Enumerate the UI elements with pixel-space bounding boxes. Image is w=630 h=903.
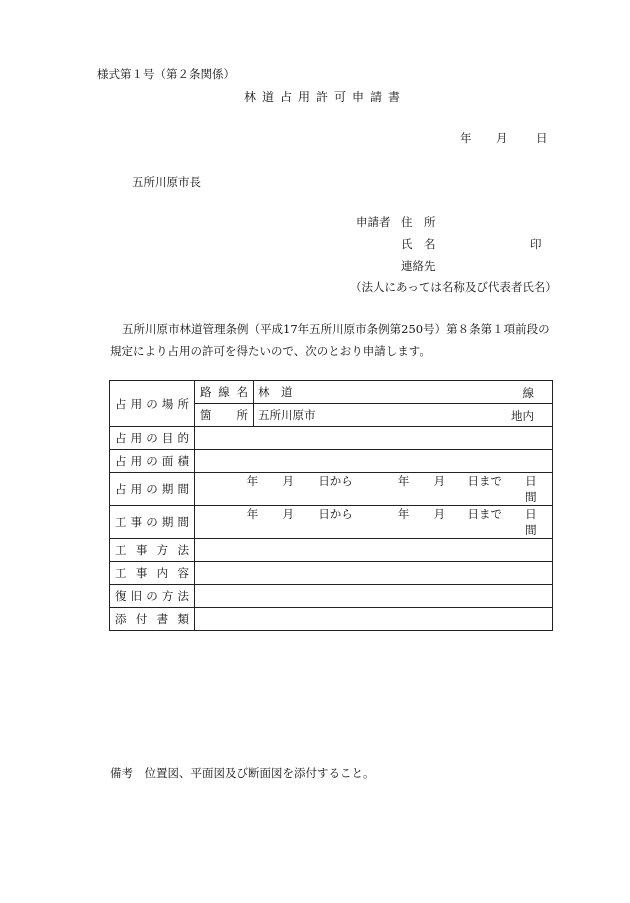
location-field[interactable] xyxy=(254,404,553,427)
seal-label: 印 xyxy=(530,237,542,251)
period-year-to: 年 xyxy=(397,507,410,521)
form-number: 様式第１号（第２条関係） xyxy=(97,67,235,81)
application-form-table xyxy=(109,380,553,631)
applicant-name-label: 氏 名 xyxy=(401,237,436,251)
document-title: 林道占用許可申請書 xyxy=(244,90,407,104)
period-year-to: 年 xyxy=(397,474,410,488)
attachments-field[interactable] xyxy=(195,608,553,631)
purpose-field[interactable] xyxy=(195,427,553,450)
work-period-field[interactable] xyxy=(195,506,553,539)
table-row xyxy=(110,381,553,404)
work-method-label: 工事方法 xyxy=(110,539,195,562)
purpose-label: 占用の目的 xyxy=(110,427,195,450)
addressee: 五所川原市長 xyxy=(132,175,201,189)
period-day-to: 日まで xyxy=(467,507,502,521)
table-row xyxy=(110,608,553,631)
place-label: 占用の場所 xyxy=(110,381,195,427)
table-row xyxy=(110,562,553,585)
remarks: 備考 位置図、平面図及び断面図を添付すること。 xyxy=(110,766,375,780)
applicant-label: 申請者 xyxy=(356,215,391,229)
work-content-label: 工事内容 xyxy=(110,562,195,585)
corporation-note: （法人にあっては名称及び代表者氏名） xyxy=(350,280,557,294)
location-suffix: 地内 xyxy=(511,409,534,423)
route-name-field[interactable] xyxy=(254,381,553,404)
table-row xyxy=(110,450,553,473)
date-year: 年 xyxy=(460,131,472,145)
occupancy-period-field[interactable] xyxy=(195,473,553,506)
applicant-address-label: 住 所 xyxy=(401,215,436,229)
table-row xyxy=(110,506,553,539)
occupancy-period-label: 占用の期間 xyxy=(110,473,195,506)
period-month-from: 月 xyxy=(282,507,295,521)
attachments-label: 添付書類 xyxy=(110,608,195,631)
route-suffix: 線 xyxy=(522,386,534,400)
period-month-from: 月 xyxy=(282,474,295,488)
location-prefix: 五所川原市 xyxy=(258,408,316,422)
area-field[interactable] xyxy=(195,450,553,473)
period-day-from: 日から xyxy=(318,507,353,521)
application-body-text: 五所川原市林道管理条例（平成17年五所川原市条例第250号）第８条第１項前段の規定により占用の許可を得たいので、次のとおり申請します。 xyxy=(110,322,550,358)
location-label: 箇所 xyxy=(195,404,254,427)
period-day-from: 日から xyxy=(318,474,353,488)
route-name-label: 路線名 xyxy=(195,381,254,404)
work-period-label: 工事の期間 xyxy=(110,506,195,539)
restore-method-field[interactable] xyxy=(195,585,553,608)
period-day-to: 日まで xyxy=(467,474,502,488)
restore-method-label: 復旧の方法 xyxy=(110,585,195,608)
period-year-from: 年 xyxy=(246,474,259,488)
period-days: 日間 xyxy=(525,507,537,537)
table-row xyxy=(110,427,553,450)
work-content-field[interactable] xyxy=(195,562,553,585)
period-month-to: 月 xyxy=(433,474,446,488)
table-row xyxy=(110,585,553,608)
date-line xyxy=(460,130,548,146)
date-day: 日 xyxy=(536,131,548,145)
period-month-to: 月 xyxy=(433,507,446,521)
period-year-from: 年 xyxy=(246,507,259,521)
area-label: 占用の面積 xyxy=(110,450,195,473)
route-name-prefix: 林 道 xyxy=(258,385,293,399)
date-month: 月 xyxy=(496,131,508,145)
work-method-field[interactable] xyxy=(195,539,553,562)
table-row xyxy=(110,539,553,562)
applicant-contact-label: 連絡先 xyxy=(401,259,436,273)
period-days: 日間 xyxy=(525,474,537,504)
table-row xyxy=(110,473,553,506)
